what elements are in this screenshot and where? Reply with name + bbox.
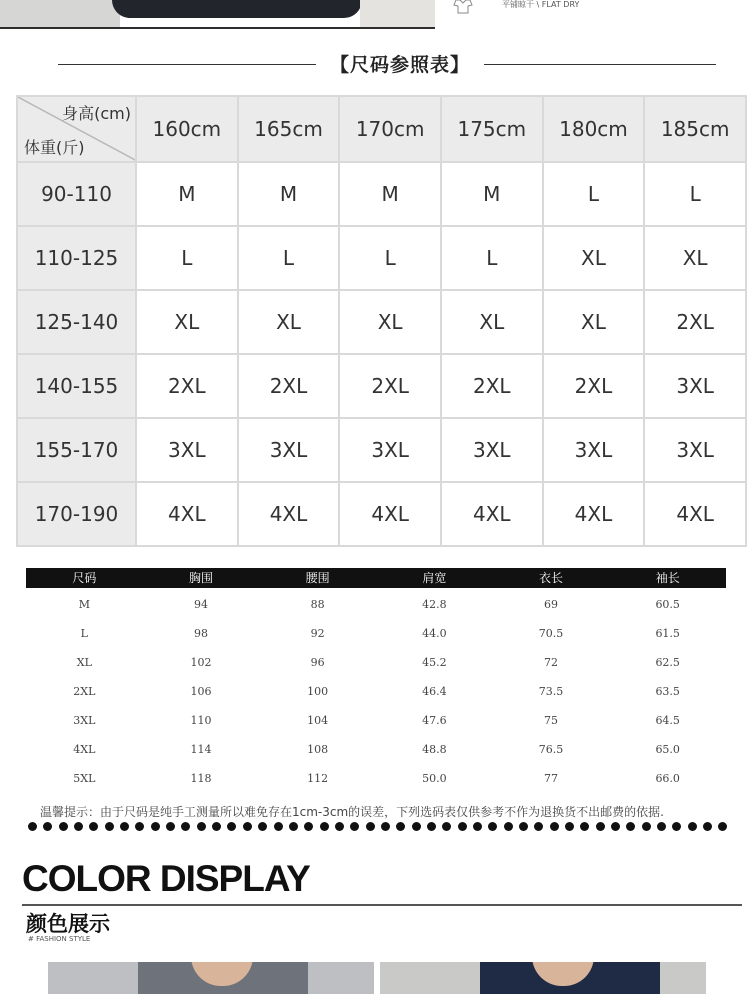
height-header: 170cm <box>339 96 441 162</box>
divider-dot <box>43 822 52 831</box>
size-cell: XL <box>543 290 645 354</box>
dotted-divider <box>28 822 728 836</box>
table-row <box>17 418 746 482</box>
color-display-title: COLOR DISPLAY <box>22 858 310 899</box>
divider-dot <box>320 822 329 831</box>
divider <box>0 27 435 29</box>
color-photo-navy <box>380 962 706 994</box>
measurement-cell: 70.5 <box>538 627 564 640</box>
measurement-cell: 42.8 <box>422 598 447 611</box>
measurement-header: 尺码 <box>72 571 97 585</box>
size-cell: L <box>543 162 645 226</box>
divider-dot <box>227 822 236 831</box>
measurement-cell: 47.6 <box>422 714 447 727</box>
divider-dot <box>120 822 129 831</box>
divider-dot <box>550 822 559 831</box>
product-photo-crop-dark <box>112 0 362 18</box>
height-header: 185cm <box>644 96 746 162</box>
measurement-cell: 45.2 <box>422 656 447 669</box>
measurement-header: 胸围 <box>189 571 214 585</box>
divider-dot <box>350 822 359 831</box>
divider-dot <box>151 822 160 831</box>
divider-dot <box>718 822 727 831</box>
divider-dot <box>657 822 666 831</box>
measurement-row <box>26 735 726 764</box>
title-rule-left <box>58 64 316 65</box>
measurement-cell: 48.8 <box>422 743 447 756</box>
measurement-cell: 63.5 <box>655 685 680 698</box>
divider-dot <box>289 822 298 831</box>
height-header: 175cm <box>441 96 543 162</box>
title-rule-right <box>484 64 716 65</box>
measurement-notice: 温馨提示：由于尺码是纯手工测量所以难免存在1cm-3cm的误差，下列选码表仅供参考不作为退换货不出邮费的依据. <box>40 805 664 819</box>
color-display-title-cn: 颜色展示 <box>26 912 110 936</box>
size-cell: M <box>441 162 543 226</box>
care-label: 平铺晾干 \ FLAT DRY <box>502 0 580 9</box>
divider-dot <box>366 822 375 831</box>
measurement-cell: 94 <box>194 598 208 611</box>
weight-label: 110-125 <box>17 226 136 290</box>
divider-dot <box>243 822 252 831</box>
corner-height-label: 身高(cm) <box>62 104 131 123</box>
divider-dot <box>534 822 543 831</box>
color-display-rule <box>22 904 742 906</box>
measurement-cell: 75 <box>544 714 559 727</box>
color-display-subtitle: # FASHION STYLE <box>28 935 91 943</box>
divider-dot <box>596 822 605 831</box>
measurement-cell: 60.5 <box>655 598 680 611</box>
divider-dot <box>135 822 144 831</box>
size-cell: 2XL <box>238 354 340 418</box>
size-cell: L <box>441 226 543 290</box>
divider-dot <box>458 822 467 831</box>
size-chart-header <box>0 50 750 80</box>
measurement-cell: 46.4 <box>422 685 447 698</box>
divider-dot <box>519 822 528 831</box>
table-header-row <box>17 96 746 162</box>
table-row <box>17 354 746 418</box>
measurement-cell: 69 <box>544 598 559 611</box>
measurement-cell: 88 <box>310 598 325 611</box>
size-cell: 3XL <box>238 418 340 482</box>
divider-dot <box>396 822 405 831</box>
size-cell: 4XL <box>644 482 746 546</box>
weight-label: 90-110 <box>17 162 136 226</box>
size-cell: 3XL <box>644 354 746 418</box>
measurement-cell: 3XL <box>73 714 96 727</box>
size-cell: 3XL <box>644 418 746 482</box>
size-cell: L <box>238 226 340 290</box>
size-cell: M <box>136 162 238 226</box>
size-cell: 2XL <box>441 354 543 418</box>
measurement-cell: 106 <box>190 685 212 698</box>
weight-label: 140-155 <box>17 354 136 418</box>
size-chart-title: 【尺码参照表】 <box>329 54 470 76</box>
measurement-row <box>26 764 726 793</box>
size-cell: M <box>238 162 340 226</box>
table-row <box>17 162 746 226</box>
measurement-row <box>26 590 726 619</box>
divider-dot <box>688 822 697 831</box>
size-cell: 3XL <box>339 418 441 482</box>
weight-label: 125-140 <box>17 290 136 354</box>
size-cell: 3XL <box>543 418 645 482</box>
measurement-cell: 50.0 <box>422 772 447 785</box>
divider-dot <box>488 822 497 831</box>
measurement-row <box>26 677 726 706</box>
measurement-row <box>26 706 726 735</box>
height-header: 165cm <box>238 96 340 162</box>
measurement-cell: 104 <box>307 714 329 727</box>
size-cell: 4XL <box>238 482 340 546</box>
size-reference-table <box>16 95 747 547</box>
measurement-header: 袖长 <box>655 571 680 585</box>
color-photo-grey <box>48 962 374 994</box>
measurement-row <box>26 619 726 648</box>
size-cell: 4XL <box>136 482 238 546</box>
divider-dot <box>442 822 451 831</box>
measurement-cell: 92 <box>310 627 325 640</box>
measurement-cell: 108 <box>307 743 329 756</box>
height-header: 160cm <box>136 96 238 162</box>
measurement-cell: 118 <box>190 772 212 785</box>
measurement-cell: 44.0 <box>422 627 447 640</box>
divider-dot <box>274 822 283 831</box>
table-row <box>17 290 746 354</box>
table-corner-cell <box>17 96 136 162</box>
divider-dot <box>626 822 635 831</box>
size-cell: 3XL <box>441 418 543 482</box>
measurement-row <box>26 648 726 677</box>
size-cell: 2XL <box>543 354 645 418</box>
measurement-cell: 2XL <box>73 685 96 698</box>
table-row <box>17 226 746 290</box>
measurement-cell: 62.5 <box>655 656 680 669</box>
divider-dot <box>611 822 620 831</box>
divider-dot <box>197 822 206 831</box>
size-cell: 2XL <box>136 354 238 418</box>
size-cell: 4XL <box>339 482 441 546</box>
measurement-cell: M <box>78 598 90 611</box>
measurement-table <box>26 568 726 793</box>
flat-dry-icon <box>452 0 474 14</box>
size-cell: 4XL <box>441 482 543 546</box>
divider-dot <box>473 822 482 831</box>
divider-dot <box>304 822 313 831</box>
size-cell: XL <box>238 290 340 354</box>
size-cell: 2XL <box>644 290 746 354</box>
size-cell: 2XL <box>339 354 441 418</box>
measurement-cell: 5XL <box>73 772 96 785</box>
size-cell: 3XL <box>136 418 238 482</box>
divider-dot <box>703 822 712 831</box>
divider-dot <box>565 822 574 831</box>
divider-dot <box>412 822 421 831</box>
divider-dot <box>105 822 114 831</box>
top-photo-strip <box>0 0 750 32</box>
weight-label: 170-190 <box>17 482 136 546</box>
divider-dot <box>335 822 344 831</box>
product-photo-crop-light <box>360 0 435 28</box>
size-cell: XL <box>441 290 543 354</box>
measurement-cell: 76.5 <box>538 743 564 756</box>
divider-dot <box>212 822 221 831</box>
measurement-cell: XL <box>76 656 92 669</box>
measurement-header: 衣长 <box>539 571 564 585</box>
measurement-cell: 65.0 <box>655 743 680 756</box>
measurement-cell: 96 <box>310 656 325 669</box>
divider-dot <box>59 822 68 831</box>
measurement-cell: 73.5 <box>538 685 564 698</box>
size-cell: 4XL <box>543 482 645 546</box>
measurement-header: 肩宽 <box>422 571 447 585</box>
measurement-cell: 64.5 <box>655 714 680 727</box>
measurement-cell: 114 <box>190 743 212 756</box>
measurement-cell: 4XL <box>73 743 96 756</box>
size-cell: L <box>644 162 746 226</box>
divider-dot <box>166 822 175 831</box>
divider-dot <box>580 822 589 831</box>
measurement-cell: 77 <box>544 772 559 785</box>
measurement-cell: 72 <box>544 656 559 669</box>
measurement-cell: 110 <box>190 714 212 727</box>
size-cell: L <box>339 226 441 290</box>
size-cell: XL <box>644 226 746 290</box>
divider-dot <box>504 822 513 831</box>
divider-dot <box>642 822 651 831</box>
size-cell: L <box>136 226 238 290</box>
weight-label: 155-170 <box>17 418 136 482</box>
size-cell: XL <box>543 226 645 290</box>
size-cell: M <box>339 162 441 226</box>
divider-dot <box>381 822 390 831</box>
product-photo-crop <box>0 0 120 28</box>
measurement-cell: 102 <box>190 656 212 669</box>
divider-dot <box>181 822 190 831</box>
measurement-cell: 100 <box>307 685 329 698</box>
measurement-header-row <box>26 568 726 588</box>
measurement-cell: L <box>80 627 88 640</box>
divider-dot <box>672 822 681 831</box>
size-cell: XL <box>339 290 441 354</box>
measurement-cell: 66.0 <box>655 772 680 785</box>
corner-weight-label: 体重(斤) <box>24 138 85 157</box>
measurement-cell: 98 <box>194 627 208 640</box>
measurement-header: 腰围 <box>305 571 330 585</box>
measurement-cell: 61.5 <box>655 627 680 640</box>
divider-dot <box>89 822 98 831</box>
divider-dot <box>28 822 37 831</box>
divider-dot <box>74 822 83 831</box>
size-cell: XL <box>136 290 238 354</box>
height-header: 180cm <box>543 96 645 162</box>
divider-dot <box>258 822 267 831</box>
divider-dot <box>427 822 436 831</box>
table-row <box>17 482 746 546</box>
measurement-cell: 112 <box>307 772 329 785</box>
